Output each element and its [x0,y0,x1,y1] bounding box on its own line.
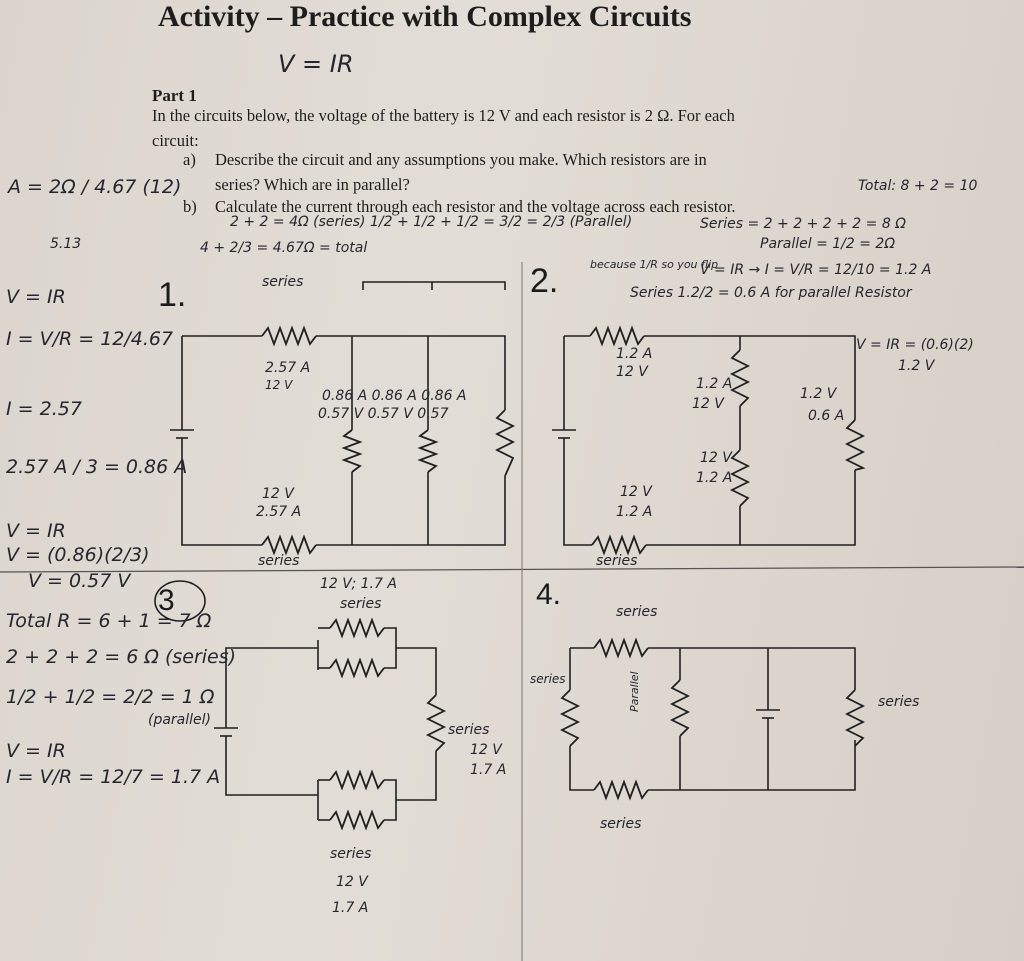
note-v-ir-right2-result: 1.2 V [898,358,935,374]
resistor-1a [262,328,316,344]
note-c3-current: I = V/R = 12/7 = 1.7 A [6,766,221,788]
instructions-line-2: circuit: [152,131,199,150]
note-c2-top: 1.2 A [616,346,653,362]
note-c1-parallel-currents: 0.86 A 0.86 A 0.86 A [322,388,467,404]
note-left-v-ir: V = IR [6,286,66,308]
note-c4-top: series [616,604,658,620]
note-left-v-calc: V = (0.86)(2/3) [6,544,150,566]
note-c3-bottom-v: 12 V [336,874,368,890]
note-c2-mid-v: 12 V [692,396,724,412]
note-c2-bottom-v: 12 V [620,484,652,500]
note-left-v-ir2: V = IR [6,520,66,542]
item-b-line-1: Calculate the current through each resistor and the voltage across each resistor. [215,197,736,216]
note-c3-series: 2 + 2 + 2 = 6 Ω (series) [6,646,237,668]
note-c3-right-v: 12 V [470,742,502,758]
note-c2-series-bottom: series [596,553,638,569]
resistor-1e [497,410,513,476]
note-c3-top-series: series [340,596,382,612]
handwritten-equation: V = IR [278,50,354,78]
note-c3-total-r: Total R = 6 + 1 = 7 Ω [6,610,212,632]
item-a-label: a) [183,150,196,169]
resistor-1c [344,430,360,472]
circuit-number-2: 2. [530,262,559,300]
instructions-line-1: In the circuits below, the voltage of the battery is 12 V and each resistor is 2 Ω. For each [152,106,735,125]
note-c4-right: series [878,694,920,710]
resistor-1b [262,537,316,553]
note-left-v-result: V = 0.57 V [28,570,131,592]
page-title: Activity – Practice with Complex Circuits [158,0,692,33]
circuit-number-1: 1. [158,276,187,314]
circuit-2 [552,328,863,553]
note-c2-bottom-a: 1.2 A [616,504,653,520]
note-c4-left: series [530,672,566,686]
note-c1-total: 4 + 2/3 = 4.67Ω = total [200,240,368,256]
note-c2-right-a: 0.6 A [808,408,845,424]
note-v-ir-right: V = IR → I = V/R = 12/10 = 1.2 A [700,262,932,278]
note-c3-bottom-a: 1.7 A [332,900,369,916]
note-series-right: Series 1.2/2 = 0.6 A for parallel Resistor [630,285,912,301]
note-left-i-formula: I = V/R = 12/4.67 [6,328,174,350]
note-a-result: 5.13 [50,236,82,252]
note-c2-mid2-v: 12 V [700,450,732,466]
note-c2-mid2-a: 1.2 A [696,470,733,486]
note-series-sum: Series = 2 + 2 + 2 + 2 = 8 Ω [700,216,906,232]
note-c2-mid-a: 1.2 A [696,376,733,392]
note-c1-series-bottom: series [258,553,300,569]
item-a-line-1: Describe the circuit and any assumptions you make. Which resistors are in [215,150,707,169]
note-left-division: 2.57 A / 3 = 0.86 A [6,456,188,478]
note-parallel-right: Parallel = 1/2 = 2Ω [760,236,896,252]
item-a-line-2: series? Which are in parallel? [215,175,410,194]
note-because-flip: because 1/R so you flip [590,258,719,271]
note-a-formula: A = 2Ω / 4.67 (12) [8,176,182,198]
note-c2-top-v: 12 V [616,364,648,380]
note-c4-bottom: series [600,816,642,832]
note-c1-bottom-voltage: 12 V [262,486,294,502]
note-c3-parallel: 1/2 + 1/2 = 2/2 = 1 Ω [6,686,215,708]
circuit-3 [214,620,444,828]
note-c3-right-series: series [448,722,490,738]
circuit-number-3: 3 [158,584,175,617]
note-c3-parallel-label: (parallel) [148,712,212,728]
note-c4-parallel: Parallel [628,671,641,712]
note-c3-right-a: 1.7 A [470,762,507,778]
note-c1-bottom-current: 2.57 A [256,504,302,520]
item-b-label: b) [183,197,197,216]
note-c1-top-current: 2.57 A [265,360,311,376]
note-total-top-right: Total: 8 + 2 = 10 [858,178,978,194]
part-heading: Part 1 [152,86,197,105]
circuit-4 [562,640,863,798]
note-c1-series-line: 2 + 2 = 4Ω (series) 1/2 + 1/2 + 1/2 = 3/2 = 2/3 (Parallel) [230,214,633,230]
note-c2-right-v: 1.2 V [800,386,837,402]
note-c3-v-ir: V = IR [6,740,66,762]
note-v-ir-right2: V = IR = (0.6)(2) [856,337,974,353]
resistor-1d [420,430,436,472]
note-c1-series-top: series [262,274,304,290]
circuit-number-4: 4. [536,578,562,611]
note-c3-bottom-series: series [330,846,372,862]
note-c3-top-label: 12 V; 1.7 A [320,576,397,592]
note-c1-parallel-volts: 0.57 V 0.57 V 0.57 [318,406,449,422]
note-left-i-result: I = 2.57 [6,398,82,420]
note-c1-top-voltage: 12 V [265,378,293,392]
divider-horizontal [0,567,1024,572]
